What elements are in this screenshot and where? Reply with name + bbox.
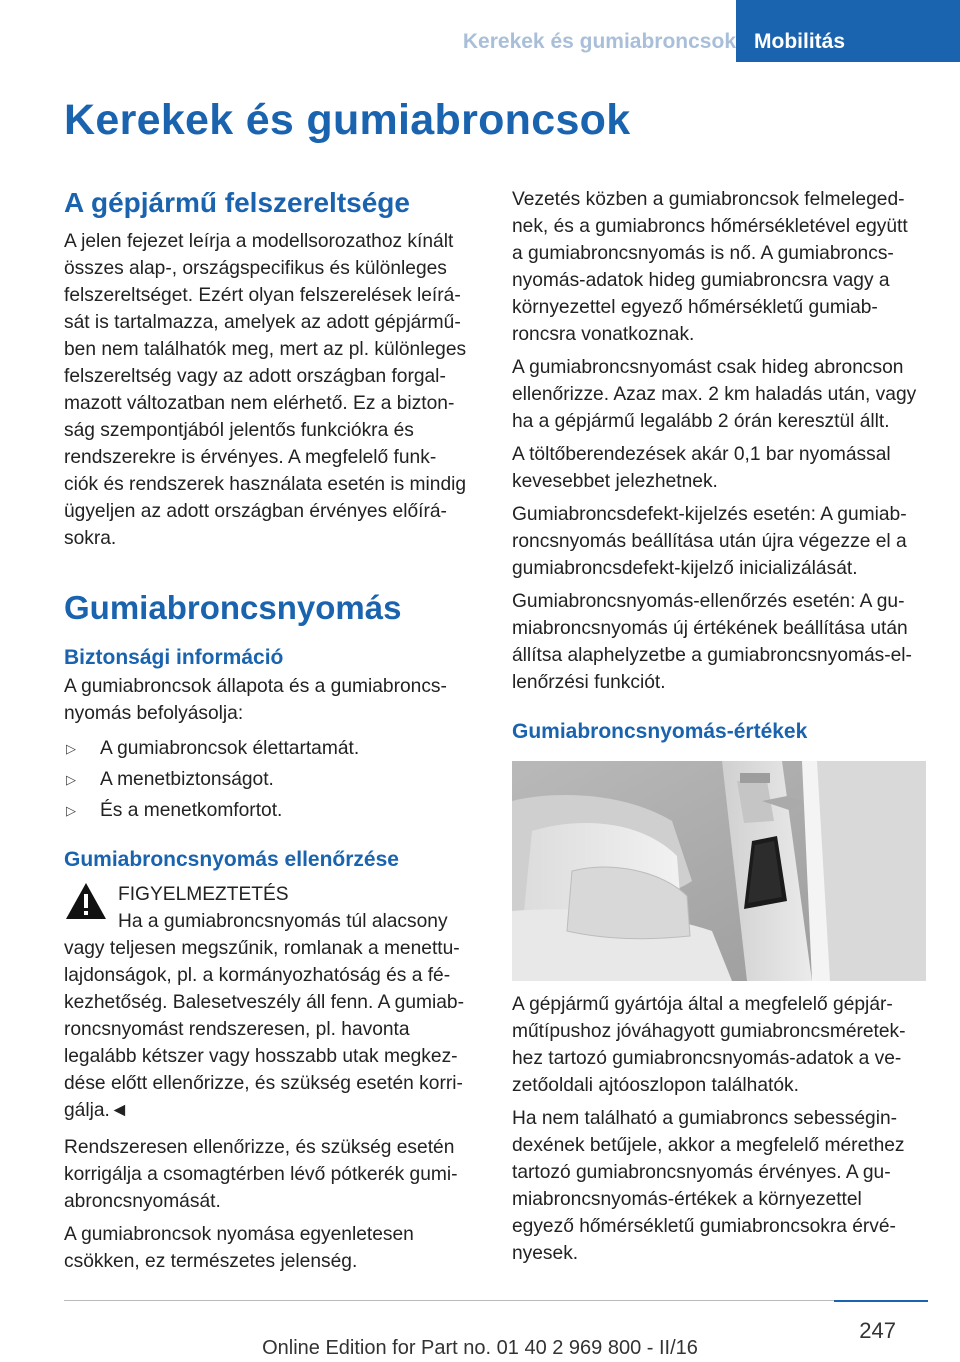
warning-text: vagy teljesen megszűnik, romlanak a menettu- lajdonságok, pl. a kormányozhatóság és a fé- kezhetőség. Balesetveszély áll fenn. A gumiab- roncsnyomást rendszeresen, pl. havonta legalább kétszer vagy hosszabb utak megkez- dése előtt ellenőrizze, és szükség esetén korri- gálja.◄ (64, 938, 464, 1121)
values-heading: Gumiabroncsnyomás-értékek (512, 720, 808, 743)
list-item: ▷ És a menetkomfortot. (64, 797, 478, 824)
cold-check-paragraph: A gumiabroncsnyomást csak hideg abroncson ellenőrizze. Azaz max. 2 km haladás után, vagy ha a gépjármű legalább 2 órán keresztül állt. (512, 357, 917, 432)
edition-line: Online Edition for Part no. 01 40 2 969 800 - II/16 (262, 1337, 698, 1359)
triangle-bullet-icon: ▷ (66, 741, 76, 756)
warning-block (64, 881, 478, 1124)
footer-rule-gray (64, 1300, 834, 1301)
regular-check-paragraph: Rendszeresen ellenőrizze, és szükség esetén korrigálja a csomagtérben lévő pótkerék gumi- abroncsnyomását. (64, 1137, 458, 1212)
safety-bullet-list (64, 735, 478, 824)
pressure-heading: Gumiabroncsnyomás (64, 589, 402, 626)
warning-first-line: Ha a gumiabroncsnyomás túl alacsony (118, 911, 448, 932)
footer-rule-accent (834, 1300, 928, 1302)
page-title: Kerekek és gumiabroncsok (64, 96, 631, 144)
check-heading: Gumiabroncsnyomás ellenőrzése (64, 848, 399, 871)
triangle-bullet-icon: ▷ (66, 772, 76, 787)
safety-intro: A gumiabroncsok állapota és a gumiabroncs- nyomás befolyásolja: (64, 676, 447, 724)
header-section-title: Kerekek és gumiabroncsok (462, 30, 736, 53)
speed-index-paragraph: Ha nem található a gumiabroncs sebességin- dexének betűjele, akkor a megfelelő mérethez tartozó gumiabroncsnyomás érvényes. A gu- miabroncsnyomás-értékek a környezettel egyező hőmérsékletű gumiabroncsokra érvé- nyesek. (512, 1108, 905, 1264)
warning-triangle-icon (64, 881, 108, 921)
list-item: ▷ A gumiabroncsok élettartamát. (64, 735, 478, 762)
label-location-paragraph: A gépjármű gyártója által a megfelelő gépjár- műtípushoz jóváhagyott gumiabroncsméretek- hez tartozó gumiabroncsnyomás-adatok a ve- zetőoldali ajtóoszlopon találhatók. (512, 994, 906, 1096)
warning-title: FIGYELMEZTETÉS (118, 884, 289, 905)
right-column (512, 186, 926, 1267)
header-chapter-tab: Mobilitás (736, 0, 960, 62)
heating-paragraph: Vezetés közben a gumiabroncsok felmeleged- nek, és a gumiabroncs hőmérsékletével együtt a gumiabroncsnyomás is nő. A gumiabroncs- nyomás-adatok hideg gumiabroncsra vagy a környezettel egyező hőmérsékletű gumiab- roncsra vonatkoznak. (512, 189, 908, 345)
running-header (0, 0, 960, 62)
left-column (64, 186, 478, 1275)
triangle-bullet-icon: ▷ (66, 803, 76, 818)
equipment-heading: A gépjármű felszereltsége (64, 187, 410, 218)
pressure-drop-paragraph: A gumiabroncsok nyomása egyenletesen csökken, ez természetes jelenség. (64, 1224, 414, 1272)
safety-heading: Biztonsági információ (64, 646, 284, 669)
page-number: 247 (859, 1318, 896, 1343)
gauge-paragraph: A töltőberendezések akár 0,1 bar nyomással kevesebbet jelezhetnek. (512, 444, 891, 492)
list-item: ▷ A menetbiztonságot. (64, 766, 478, 793)
footer-rule (64, 1300, 928, 1302)
flat-tire-paragraph: Gumiabroncsdefekt-kijelzés esetén: A gumiab- roncsnyomás beállítása után újra végezze el a gumiabroncsdefekt-kijelző inicializálását. (512, 504, 907, 579)
equipment-paragraph: A jelen fejezet leírja a modellsorozathoz kínált összes alap-, országspecifikus és különleges felszereltséget. Ezért olyan felszerelések leírá- sát is tartalmazza, amelyek az adott gépjármű- ben nem találhatók meg, mert az pl. különleges felszereltség vagy az adott országban forgal- mazott változatban nem elérhető. Ez a bizton- ság szempontjából jelentős funkciókra és rendszerekre is érvényes. A megfelelő funk- ciók és rendszerek használata esetén is mindig ügyeljen az adott országban érvényes előírá- sokra. (64, 231, 467, 549)
door-pillar-photo (512, 761, 926, 981)
pressure-monitor-paragraph: Gumiabroncsnyomás-ellenőrzés esetén: A gu- miabroncsnyomás új értékének beállítása után állítsa alaphelyzetbe a gumiabroncsnyomás-el- lenőrzési funkciót. (512, 591, 912, 693)
